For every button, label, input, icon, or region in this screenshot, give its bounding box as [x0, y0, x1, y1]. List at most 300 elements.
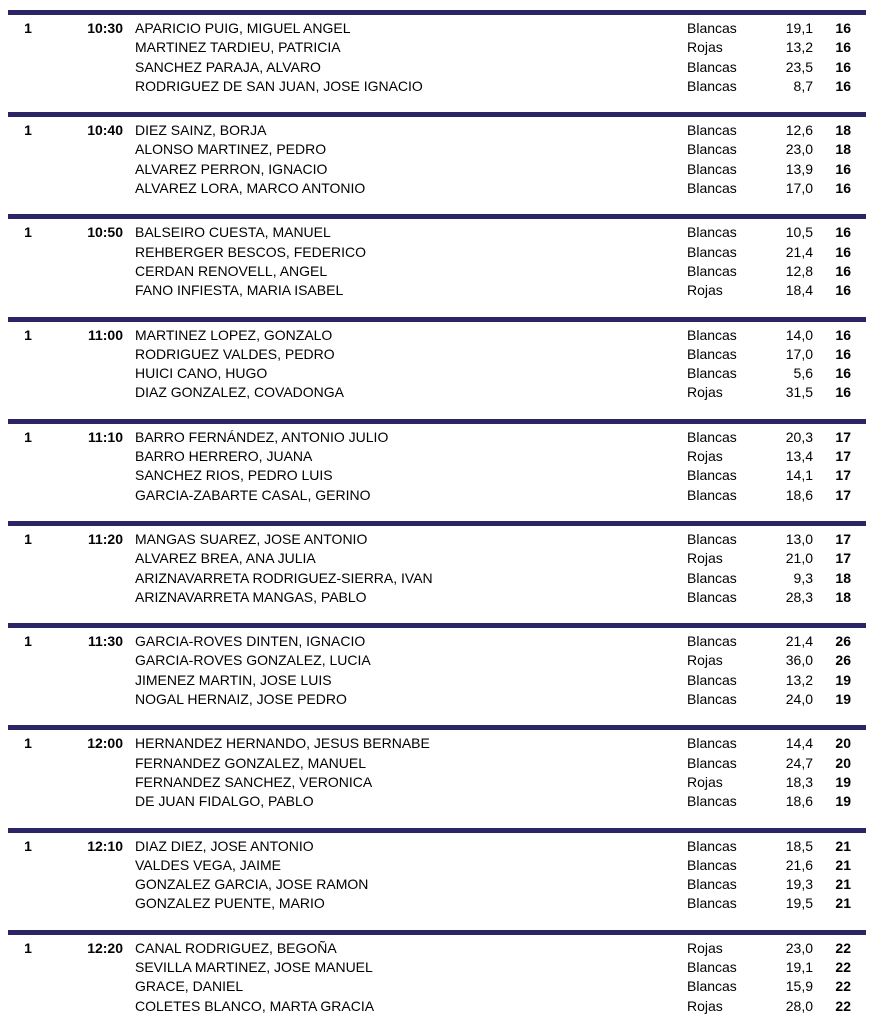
flight-number — [8, 997, 48, 1016]
tee-color: Rojas — [687, 550, 723, 567]
flight-number — [8, 977, 48, 996]
flight-number: 1 — [24, 837, 32, 854]
tee-time-group — [0, 214, 887, 316]
column-gap — [123, 223, 135, 242]
flight-number: 1 — [24, 20, 32, 36]
tee-time — [48, 160, 123, 179]
handicap: 19,5 — [785, 895, 813, 912]
handicap: 10,5 — [785, 224, 813, 241]
group-body — [0, 15, 887, 112]
column-gap — [123, 121, 135, 140]
player-row — [0, 243, 887, 262]
column-gap — [123, 326, 135, 345]
column-gap — [123, 160, 135, 179]
player-name: FERNANDEZ SANCHEZ, VERONICA — [135, 773, 373, 790]
tee-color: Blancas — [687, 224, 737, 241]
tee-color: Blancas — [687, 20, 737, 36]
tee-time: 12:00 — [87, 735, 123, 752]
column-gap — [123, 140, 135, 159]
column-gap — [123, 447, 135, 466]
tee-time — [48, 383, 123, 402]
column-gap — [123, 837, 135, 856]
tee-color: Blancas — [687, 77, 737, 94]
column-gap — [123, 651, 135, 670]
column-gap — [123, 997, 135, 1016]
tee-color: Blancas — [687, 569, 737, 586]
tee-color: Blancas — [687, 895, 737, 912]
tee-time — [48, 447, 123, 466]
tee-color: Blancas — [687, 671, 737, 688]
player-row — [0, 773, 887, 792]
column-gap — [123, 486, 135, 505]
player-name: RODRIGUEZ DE SAN JUAN, JOSE IGNACIO — [135, 77, 423, 94]
flight-number — [8, 588, 48, 607]
player-row — [0, 958, 887, 977]
tee-color: Blancas — [687, 691, 737, 708]
tee-time — [48, 38, 123, 57]
column-gap — [123, 383, 135, 402]
column-gap — [123, 856, 135, 875]
player-name: MANGAS SUAREZ, JOSE ANTONIO — [135, 530, 368, 547]
column-gap — [123, 549, 135, 568]
flight-number: 1 — [24, 633, 32, 650]
playing-handicap: 16 — [835, 39, 851, 56]
tee-color: Blancas — [687, 837, 737, 854]
handicap: 18,4 — [785, 282, 813, 299]
column-gap — [123, 734, 135, 753]
tee-time-group — [0, 521, 887, 623]
handicap: 28,3 — [785, 588, 813, 605]
player-name: DIAZ DIEZ, JOSE ANTONIO — [135, 837, 314, 854]
tee-time-group — [0, 828, 887, 930]
handicap: 21,0 — [785, 550, 813, 567]
playing-handicap: 17 — [835, 467, 851, 484]
tee-color: Blancas — [687, 428, 737, 445]
flight-number — [8, 894, 48, 913]
handicap: 20,3 — [785, 428, 813, 445]
playing-handicap: 16 — [835, 365, 851, 382]
handicap: 17,0 — [785, 345, 813, 362]
tee-time: 11:20 — [87, 530, 123, 547]
player-name: RODRIGUEZ VALDES, PEDRO — [135, 345, 335, 362]
tee-time — [48, 77, 123, 96]
playing-handicap: 21 — [835, 856, 851, 873]
player-name: ALVAREZ LORA, MARCO ANTONIO — [135, 180, 366, 197]
player-name: ALVAREZ PERRON, IGNACIO — [135, 160, 328, 177]
tee-color: Blancas — [687, 160, 737, 177]
column-gap — [123, 281, 135, 300]
player-row — [0, 792, 887, 811]
player-row — [0, 875, 887, 894]
player-row — [0, 588, 887, 607]
playing-handicap: 17 — [835, 530, 851, 547]
tee-color: Blancas — [687, 467, 737, 484]
player-name: GONZALEZ PUENTE, MARIO — [135, 895, 325, 912]
player-row — [0, 754, 887, 773]
player-row — [0, 690, 887, 709]
flight-number — [8, 875, 48, 894]
player-row — [0, 364, 887, 383]
handicap: 14,0 — [785, 326, 813, 343]
tee-time — [48, 58, 123, 77]
column-gap — [123, 77, 135, 96]
handicap: 31,5 — [785, 384, 813, 401]
flight-number — [8, 856, 48, 875]
flight-number — [8, 243, 48, 262]
tee-color: Blancas — [687, 262, 737, 279]
tee-time: 10:50 — [87, 224, 123, 241]
group-body — [0, 117, 887, 214]
player-row — [0, 632, 887, 651]
flight-number — [8, 792, 48, 811]
playing-handicap: 18 — [835, 122, 851, 139]
handicap: 23,0 — [785, 939, 813, 956]
tee-color: Blancas — [687, 735, 737, 752]
tee-time-group — [0, 112, 887, 214]
playing-handicap: 16 — [835, 180, 851, 197]
handicap: 19,1 — [785, 958, 813, 975]
column-gap — [123, 345, 135, 364]
group-body — [0, 219, 887, 316]
player-row — [0, 856, 887, 875]
flight-number — [8, 754, 48, 773]
player-name: GONZALEZ GARCIA, JOSE RAMON — [135, 876, 369, 893]
player-name: BARRO FERNÁNDEZ, ANTONIO JULIO — [135, 428, 389, 445]
tee-color: Blancas — [687, 530, 737, 547]
flight-number — [8, 486, 48, 505]
flight-number — [8, 466, 48, 485]
tee-time: 12:20 — [87, 939, 123, 956]
tee-time — [48, 773, 123, 792]
playing-handicap: 17 — [835, 428, 851, 445]
column-gap — [123, 466, 135, 485]
player-row — [0, 530, 887, 549]
group-body — [0, 730, 887, 827]
flight-number — [8, 281, 48, 300]
column-gap — [123, 977, 135, 996]
tee-time-group — [0, 10, 887, 112]
tee-time: 11:00 — [87, 326, 123, 343]
tee-time — [48, 466, 123, 485]
player-name: GARCIA-ZABARTE CASAL, GERINO — [135, 486, 371, 503]
handicap: 28,0 — [785, 997, 813, 1014]
column-gap — [123, 632, 135, 651]
group-body — [0, 526, 887, 623]
group-body — [0, 935, 887, 1032]
player-name: JIMENEZ MARTIN, JOSE LUIS — [135, 671, 332, 688]
column-gap — [123, 38, 135, 57]
flight-number: 1 — [24, 939, 32, 956]
player-row — [0, 486, 887, 505]
playing-handicap: 21 — [835, 876, 851, 893]
player-row — [0, 19, 887, 38]
handicap: 9,3 — [793, 569, 813, 586]
handicap: 17,0 — [785, 180, 813, 197]
playing-handicap: 17 — [835, 550, 851, 567]
handicap: 18,6 — [785, 486, 813, 503]
group-body — [0, 833, 887, 930]
tee-time — [48, 486, 123, 505]
player-name: NOGAL HERNAIZ, JOSE PEDRO — [135, 691, 347, 708]
tee-color: Blancas — [687, 243, 737, 260]
tee-time — [48, 179, 123, 198]
tee-time — [48, 792, 123, 811]
column-gap — [123, 179, 135, 198]
flight-number — [8, 38, 48, 57]
handicap: 5,6 — [793, 365, 813, 382]
tee-time — [48, 364, 123, 383]
tee-time-group — [0, 623, 887, 725]
playing-handicap: 22 — [835, 958, 851, 975]
tee-color: Rojas — [687, 997, 723, 1014]
tee-color: Blancas — [687, 345, 737, 362]
handicap: 13,2 — [785, 39, 813, 56]
tee-time — [48, 281, 123, 300]
player-name: COLETES BLANCO, MARTA GRACIA — [135, 997, 375, 1014]
playing-handicap: 20 — [835, 735, 851, 752]
player-name: CERDAN RENOVELL, ANGEL — [135, 262, 328, 279]
handicap: 24,7 — [785, 754, 813, 771]
handicap: 18,6 — [785, 793, 813, 810]
player-row — [0, 569, 887, 588]
playing-handicap: 22 — [835, 997, 851, 1014]
handicap: 13,0 — [785, 530, 813, 547]
tee-color: Blancas — [687, 486, 737, 503]
player-row — [0, 58, 887, 77]
playing-handicap: 16 — [835, 77, 851, 94]
tee-time — [48, 549, 123, 568]
tee-color: Rojas — [687, 652, 723, 669]
player-row — [0, 383, 887, 402]
player-name: ALVAREZ BREA, ANA JULIA — [135, 550, 316, 567]
player-row — [0, 262, 887, 281]
player-name: BALSEIRO CUESTA, MANUEL — [135, 224, 331, 241]
tee-time — [48, 958, 123, 977]
flight-number — [8, 364, 48, 383]
handicap: 23,0 — [785, 141, 813, 158]
player-row — [0, 326, 887, 345]
column-gap — [123, 588, 135, 607]
player-row — [0, 466, 887, 485]
tee-time — [48, 140, 123, 159]
player-row — [0, 734, 887, 753]
tee-time — [48, 345, 123, 364]
player-name: HUICI CANO, HUGO — [135, 365, 268, 382]
handicap: 21,4 — [785, 243, 813, 260]
tee-time — [48, 569, 123, 588]
flight-number: 1 — [24, 428, 32, 445]
player-name: DE JUAN FIDALGO, PABLO — [135, 793, 314, 810]
tee-color: Rojas — [687, 939, 723, 956]
playing-handicap: 17 — [835, 486, 851, 503]
column-gap — [123, 364, 135, 383]
playing-handicap: 16 — [835, 58, 851, 75]
tee-color: Blancas — [687, 876, 737, 893]
tee-color: Rojas — [687, 384, 723, 401]
playing-handicap: 26 — [835, 652, 851, 669]
tee-time — [48, 997, 123, 1016]
player-name: VALDES VEGA, JAIME — [135, 856, 282, 873]
handicap: 24,0 — [785, 691, 813, 708]
player-name: ARIZNAVARRETA MANGAS, PABLO — [135, 588, 367, 605]
playing-handicap: 16 — [835, 20, 851, 36]
handicap: 19,3 — [785, 876, 813, 893]
handicap: 21,4 — [785, 633, 813, 650]
column-gap — [123, 262, 135, 281]
flight-number — [8, 549, 48, 568]
tee-time — [48, 588, 123, 607]
playing-handicap: 22 — [835, 939, 851, 956]
playing-handicap: 26 — [835, 633, 851, 650]
column-gap — [123, 958, 135, 977]
tee-color: Blancas — [687, 978, 737, 995]
player-row — [0, 38, 887, 57]
player-row — [0, 997, 887, 1016]
tee-time-group — [0, 317, 887, 419]
player-name: BARRO HERRERO, JUANA — [135, 448, 313, 465]
player-name: HERNANDEZ HERNANDO, JESUS BERNABE — [135, 735, 430, 752]
handicap: 19,1 — [785, 20, 813, 36]
player-row — [0, 447, 887, 466]
column-gap — [123, 671, 135, 690]
player-name: FERNANDEZ GONZALEZ, MANUEL — [135, 754, 367, 771]
group-body — [0, 628, 887, 725]
player-row — [0, 977, 887, 996]
tee-time — [48, 671, 123, 690]
playing-handicap: 22 — [835, 978, 851, 995]
playing-handicap: 16 — [835, 326, 851, 343]
tee-color: Rojas — [687, 282, 723, 299]
player-name: SANCHEZ RIOS, PEDRO LUIS — [135, 467, 333, 484]
player-name: SANCHEZ PARAJA, ALVARO — [135, 58, 321, 75]
column-gap — [123, 243, 135, 262]
tee-color: Blancas — [687, 58, 737, 75]
playing-handicap: 21 — [835, 895, 851, 912]
tee-time: 10:40 — [87, 122, 123, 139]
flight-number — [8, 345, 48, 364]
flight-number — [8, 140, 48, 159]
handicap: 12,8 — [785, 262, 813, 279]
flight-number — [8, 383, 48, 402]
handicap: 13,2 — [785, 671, 813, 688]
player-row — [0, 77, 887, 96]
player-row — [0, 179, 887, 198]
column-gap — [123, 939, 135, 958]
handicap: 14,1 — [785, 467, 813, 484]
player-name: ARIZNAVARRETA RODRIGUEZ-SIERRA, IVAN — [135, 569, 433, 586]
tee-color: Blancas — [687, 365, 737, 382]
playing-handicap: 19 — [835, 773, 851, 790]
playing-handicap: 16 — [835, 224, 851, 241]
flight-number — [8, 569, 48, 588]
column-gap — [123, 428, 135, 447]
handicap: 13,9 — [785, 160, 813, 177]
tee-time — [48, 754, 123, 773]
column-gap — [123, 875, 135, 894]
playing-handicap: 18 — [835, 569, 851, 586]
handicap: 12,6 — [785, 122, 813, 139]
player-row — [0, 223, 887, 242]
tee-time — [48, 894, 123, 913]
player-row — [0, 894, 887, 913]
tee-time: 11:30 — [87, 633, 123, 650]
handicap: 14,4 — [785, 735, 813, 752]
flight-number — [8, 671, 48, 690]
handicap: 18,5 — [785, 837, 813, 854]
tee-time — [48, 977, 123, 996]
tee-color: Blancas — [687, 326, 737, 343]
column-gap — [123, 792, 135, 811]
tee-color: Blancas — [687, 754, 737, 771]
playing-handicap: 19 — [835, 793, 851, 810]
player-row — [0, 140, 887, 159]
player-row — [0, 939, 887, 958]
column-gap — [123, 530, 135, 549]
playing-handicap: 16 — [835, 384, 851, 401]
playing-handicap: 16 — [835, 345, 851, 362]
tee-color: Blancas — [687, 141, 737, 158]
player-name: MARTINEZ LOPEZ, GONZALO — [135, 326, 333, 343]
player-name: GRACE, DANIEL — [135, 978, 244, 995]
flight-number — [8, 179, 48, 198]
tee-color: Blancas — [687, 122, 737, 139]
tee-color: Rojas — [687, 448, 723, 465]
player-row — [0, 428, 887, 447]
handicap: 18,3 — [785, 773, 813, 790]
tee-color: Rojas — [687, 773, 723, 790]
flight-number: 1 — [24, 530, 32, 547]
column-gap — [123, 58, 135, 77]
player-name: SEVILLA MARTINEZ, JOSE MANUEL — [135, 958, 373, 975]
player-name: CANAL RODRIGUEZ, BEGOÑA — [135, 939, 337, 956]
tee-time: 12:10 — [87, 837, 123, 854]
playing-handicap: 16 — [835, 262, 851, 279]
handicap: 36,0 — [785, 652, 813, 669]
column-gap — [123, 569, 135, 588]
player-name: MARTINEZ TARDIEU, PATRICIA — [135, 39, 341, 56]
flight-number — [8, 77, 48, 96]
player-row — [0, 651, 887, 670]
playing-handicap: 21 — [835, 837, 851, 854]
player-row — [0, 345, 887, 364]
playing-handicap: 19 — [835, 691, 851, 708]
player-name: DIAZ GONZALEZ, COVADONGA — [135, 384, 344, 401]
playing-handicap: 18 — [835, 141, 851, 158]
column-gap — [123, 690, 135, 709]
player-row — [0, 160, 887, 179]
playing-handicap: 16 — [835, 282, 851, 299]
flight-number: 1 — [24, 326, 32, 343]
flight-number — [8, 690, 48, 709]
flight-number — [8, 773, 48, 792]
flight-number: 1 — [24, 735, 32, 752]
flight-number — [8, 651, 48, 670]
tee-time — [48, 875, 123, 894]
player-name: FANO INFIESTA, MARIA ISABEL — [135, 282, 344, 299]
player-row — [0, 837, 887, 856]
player-row — [0, 121, 887, 140]
flight-number — [8, 58, 48, 77]
column-gap — [123, 894, 135, 913]
flight-number — [8, 447, 48, 466]
handicap: 15,9 — [785, 978, 813, 995]
group-body — [0, 322, 887, 419]
player-name: DIEZ SAINZ, BORJA — [135, 122, 267, 139]
tee-color: Blancas — [687, 588, 737, 605]
tee-color: Blancas — [687, 856, 737, 873]
playing-handicap: 20 — [835, 754, 851, 771]
player-row — [0, 671, 887, 690]
